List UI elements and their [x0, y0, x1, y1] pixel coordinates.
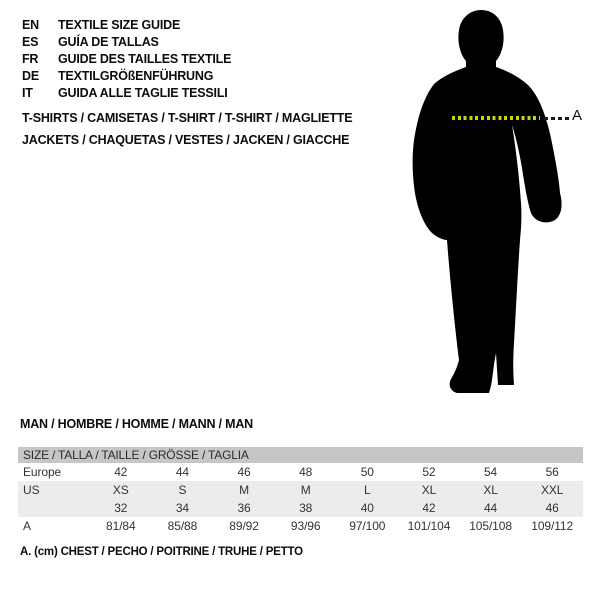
size-value-cell: M [275, 481, 337, 499]
chest-measure-line [452, 116, 540, 120]
size-value-cell: 42 [114, 465, 128, 479]
table-row [18, 517, 583, 535]
size-value-cell: XL [460, 481, 522, 499]
size-value-cell: M [213, 481, 275, 499]
size-value-cell: 44 [460, 499, 522, 517]
size-value-cell: 81/84 [106, 519, 136, 533]
size-value-cell: 48 [299, 465, 313, 479]
size-value-cell: 93/96 [290, 519, 321, 533]
size-value-cell: 105/108 [469, 519, 512, 533]
row-label [18, 499, 90, 517]
category-line: JACKETS / CHAQUETAS / VESTES / JACKEN / GIACCHE [22, 133, 350, 147]
size-value-cell: 34 [152, 499, 214, 517]
size-value-cell: 42 [398, 499, 460, 517]
table-row [18, 481, 583, 499]
size-value-cell: 52 [422, 465, 436, 479]
row-label: US [18, 481, 90, 499]
size-value-cell: 44 [175, 465, 190, 479]
size-value-cell: 101/104 [407, 519, 451, 533]
size-value-cell: 32 [90, 499, 152, 517]
size-value-cell: 38 [275, 499, 337, 517]
language-code: ES [22, 34, 39, 49]
size-value-cell: L [337, 481, 399, 499]
size-value-cell: 97/100 [349, 519, 386, 533]
section-title: MAN / HOMBRE / HOMME / MANN / MAN [20, 417, 253, 431]
language-code: FR [22, 51, 39, 66]
measure-label-a: A [572, 107, 583, 124]
size-table-header: SIZE / TALLA / TAILLE / GRÖSSE / TAGLIA [18, 447, 583, 463]
footnote: A. (cm) CHEST / PECHO / POITRINE / TRUHE / PETTO [20, 546, 303, 558]
language-guide-title: GUIDA ALLE TAGLIE TESSILI [58, 85, 228, 100]
size-table [18, 447, 583, 535]
size-value-cell: 50 [360, 465, 374, 479]
language-guide-title: TEXTILGRÖßENFÜHRUNG [58, 68, 214, 83]
size-table-header-row [18, 447, 583, 463]
measure-leader-line [544, 117, 569, 120]
table-row [18, 463, 583, 481]
table-row [18, 499, 583, 517]
size-value-cell: 46 [237, 465, 251, 479]
size-value-cell: 40 [337, 499, 399, 517]
size-value-cell: 89/92 [229, 519, 259, 533]
size-value-cell: S [152, 481, 214, 499]
size-value-cell: 109/112 [531, 519, 574, 533]
language-guide-title: GUÍA DE TALLAS [58, 34, 159, 49]
language-code: DE [22, 68, 39, 83]
size-value-cell: 56 [545, 465, 559, 479]
row-label: Europe [23, 465, 62, 479]
language-guide-title: TEXTILE SIZE GUIDE [58, 17, 181, 32]
size-value-cell: XL [398, 481, 460, 499]
row-label: A [23, 519, 31, 533]
language-code: EN [22, 17, 39, 32]
size-value-cell: 54 [483, 465, 498, 479]
size-value-cell: 36 [213, 499, 275, 517]
category-line: T-SHIRTS / CAMISETAS / T-SHIRT / T-SHIRT / MAGLIETTE [22, 111, 353, 125]
size-value-cell: XS [90, 481, 152, 499]
size-value-cell: 85/88 [167, 519, 198, 533]
language-guide-title: GUIDE DES TAILLES TEXTILE [58, 51, 232, 66]
language-code: IT [22, 85, 33, 100]
size-value-cell: XXL [521, 481, 583, 499]
man-silhouette-icon [405, 8, 565, 398]
size-value-cell: 46 [521, 499, 583, 517]
